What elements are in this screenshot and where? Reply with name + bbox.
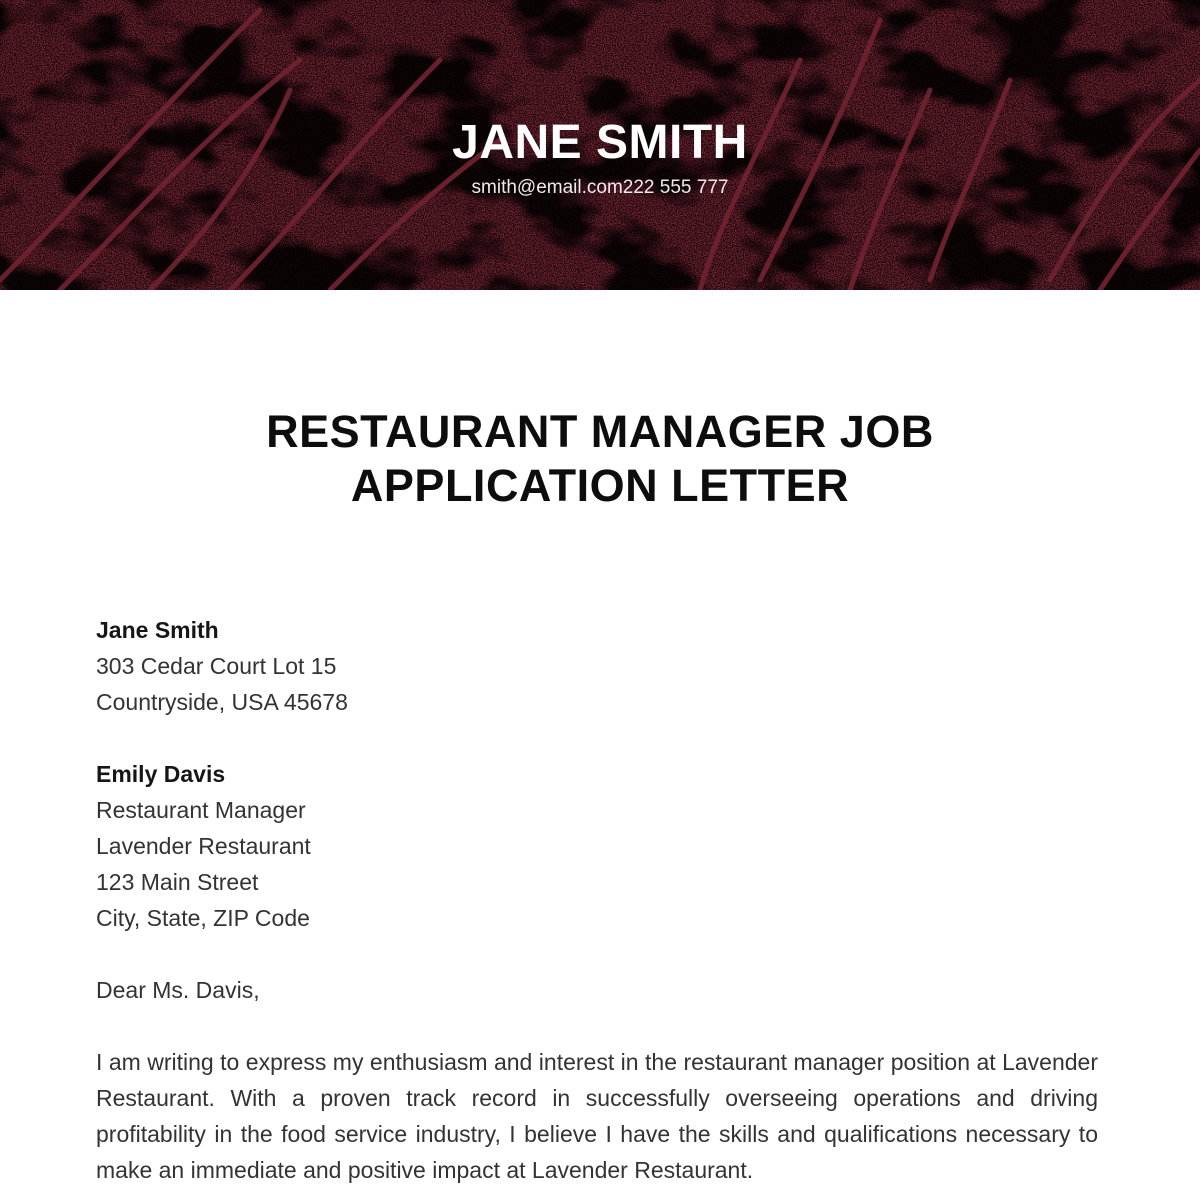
salutation <box>96 972 1098 1008</box>
salutation-text: Dear Ms. Davis, <box>96 977 260 1003</box>
header-banner <box>0 0 1200 290</box>
recipient-street: 123 Main Street <box>96 869 259 895</box>
document-title <box>150 405 1050 513</box>
sender-address-line-2: Countryside, USA 45678 <box>96 689 348 715</box>
document-title-line-1: RESTAURANT MANAGER JOB <box>266 406 934 457</box>
header-email: smith@email.com <box>471 177 623 198</box>
recipient-company: Lavender Restaurant <box>96 833 311 859</box>
header-contact <box>0 174 1200 202</box>
sender-name: Jane Smith <box>96 617 219 643</box>
recipient-block <box>96 756 1098 936</box>
letter-paragraph-1: I am writing to express my enthusiasm and interest in the restaurant manager position at Lavender Restaurant. With a proven track record in successfully overseeing operations and driving profitability in the food service industry, I believe I have the skills and qualifications necessary to make an immediate and positive impact at Lavender Restaurant. <box>96 1049 1098 1183</box>
recipient-title: Restaurant Manager <box>96 797 306 823</box>
sender-block <box>96 612 1098 720</box>
header-name: JANE SMITH <box>452 116 748 169</box>
document-title-line-2: APPLICATION LETTER <box>350 460 850 511</box>
letter-body <box>96 612 1098 1188</box>
header-phone: 222 555 777 <box>622 177 729 198</box>
header-content <box>0 112 1200 202</box>
recipient-city-line: City, State, ZIP Code <box>96 905 310 931</box>
recipient-name: Emily Davis <box>96 761 226 787</box>
sender-address-line-1: 303 Cedar Court Lot 15 <box>96 653 337 679</box>
